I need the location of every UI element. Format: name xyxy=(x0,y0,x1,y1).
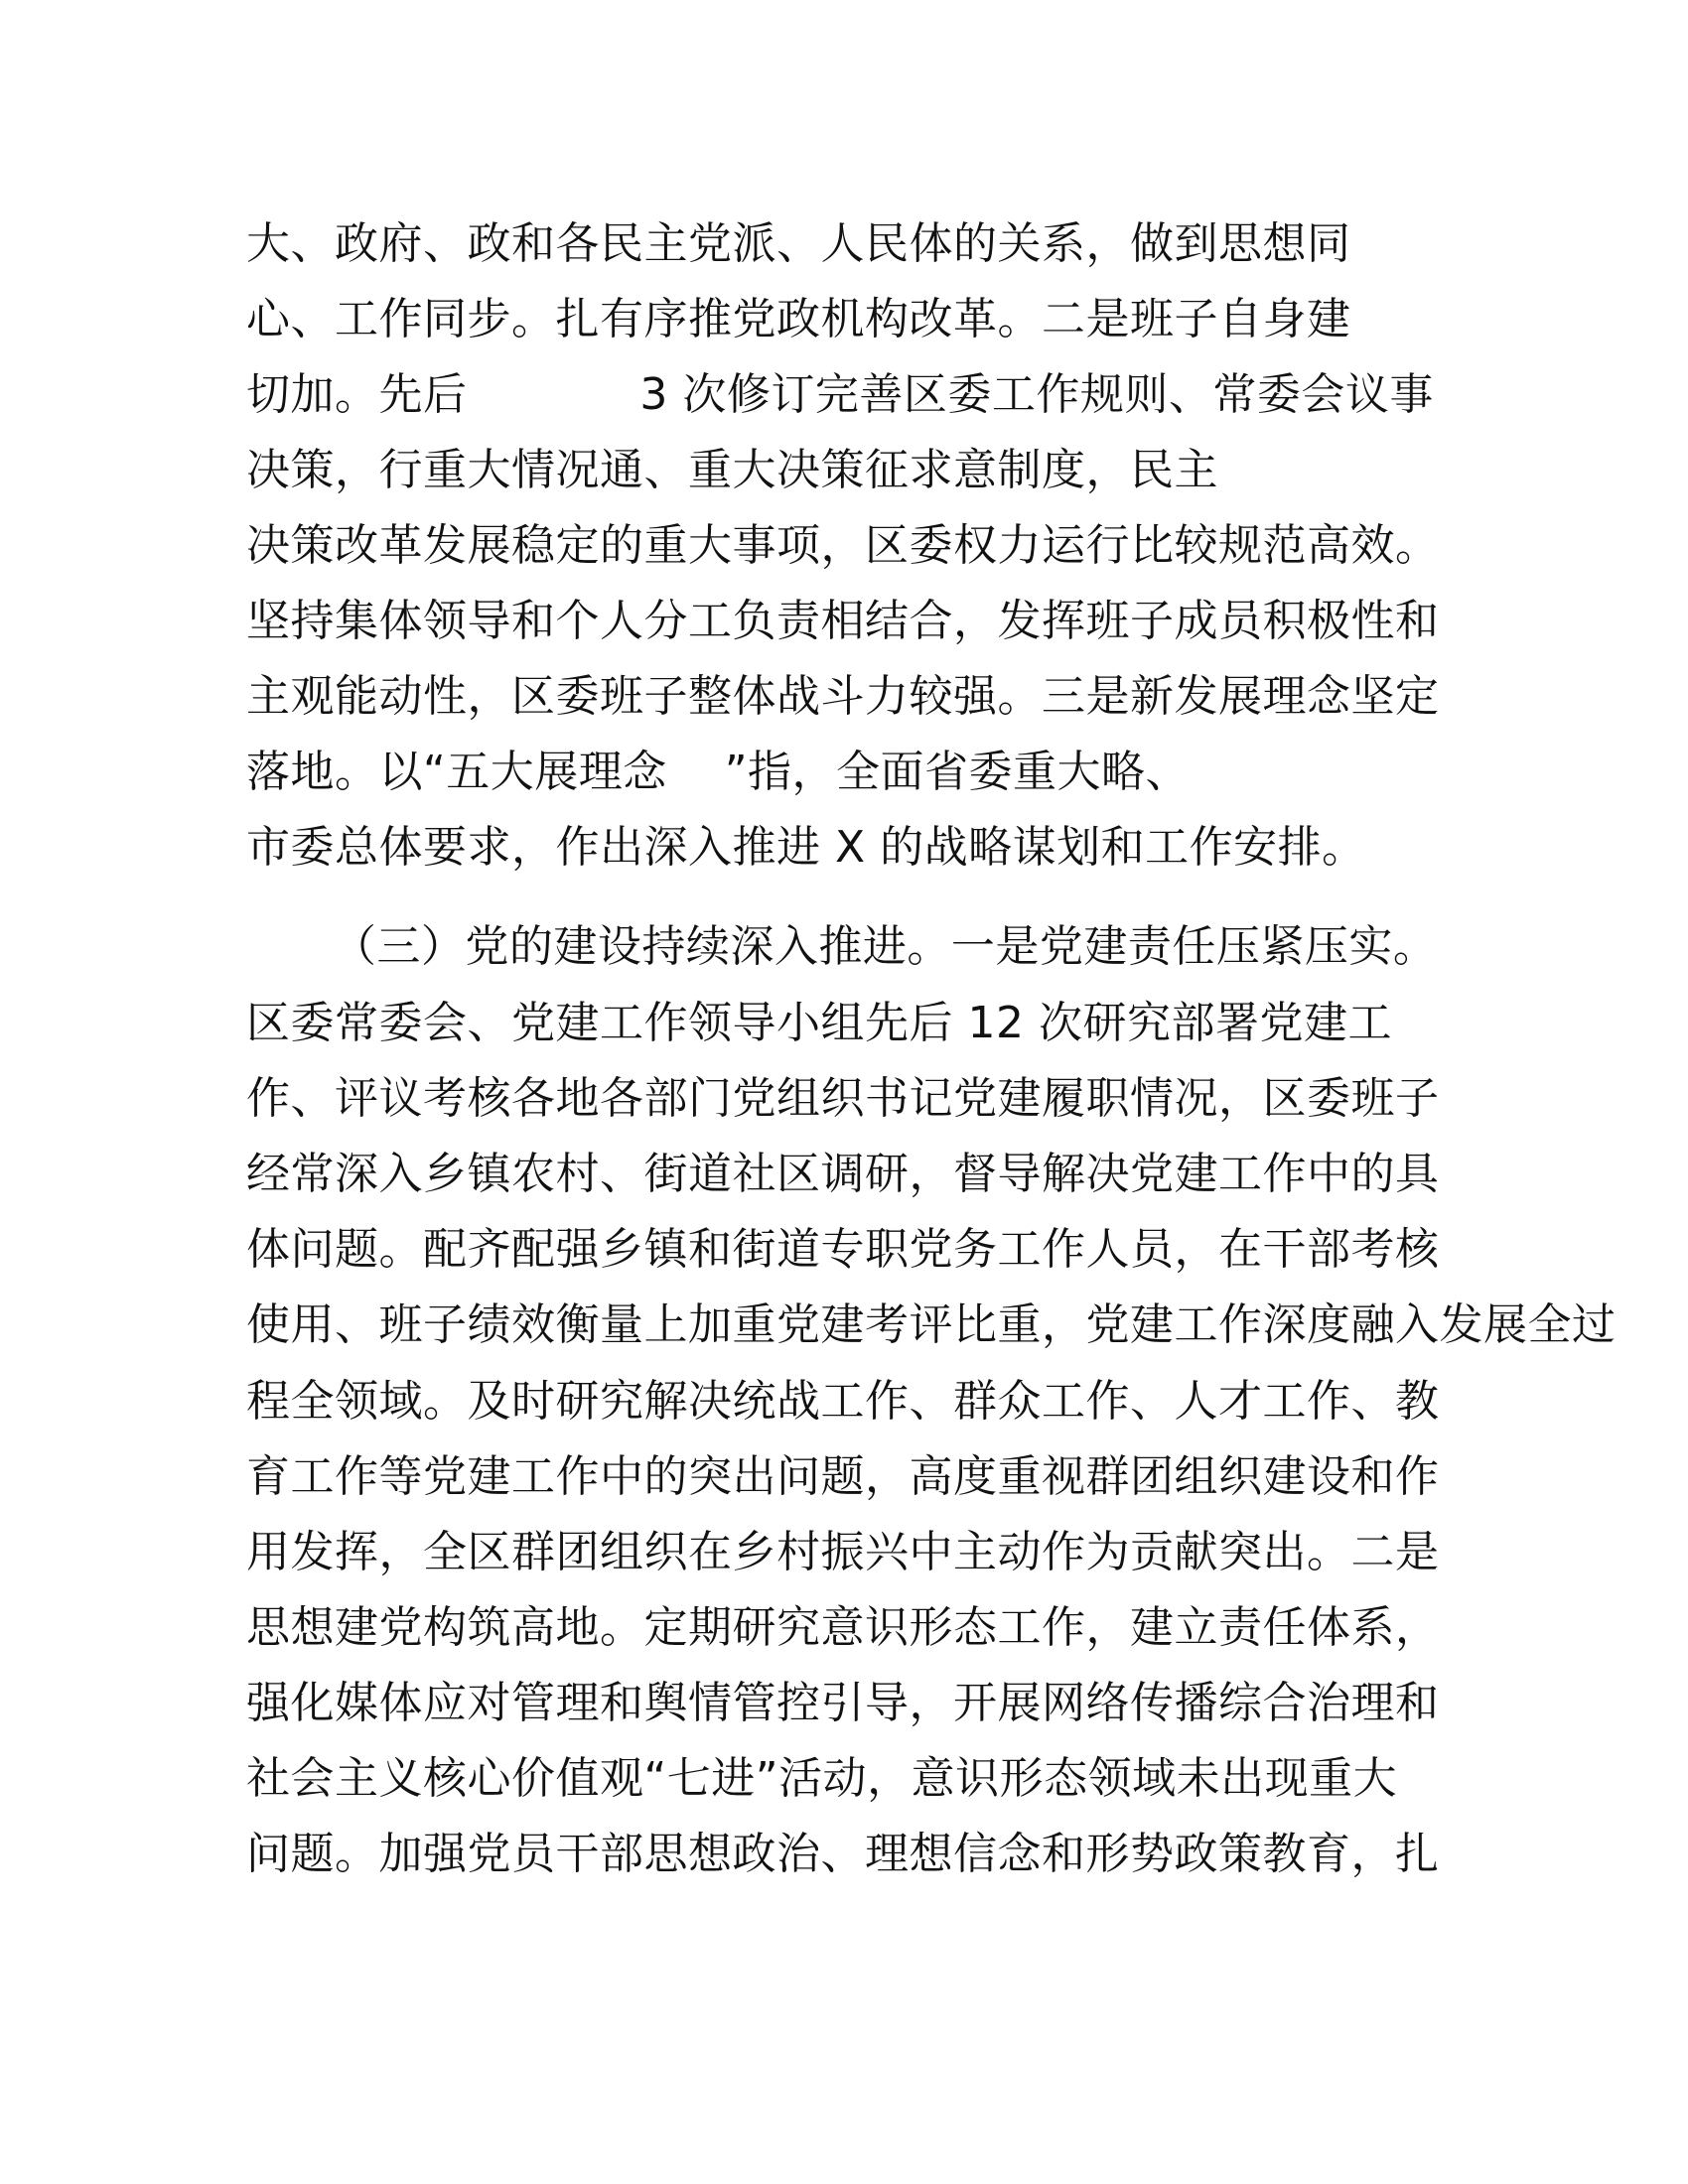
text-line: 决策，行重大情况通、重大决策征求意制度，民主 xyxy=(246,445,1218,495)
text-line: 使用、班子绩效衡量上加重党建考评比重，党建工作深度融入发展全过 xyxy=(246,1299,1617,1350)
text-line: 决策改革发展稳定的重大事项，区委权力运行比较规范高效。 xyxy=(246,520,1440,571)
text-line: 经常深入乡镇农村、街道社区调研，督导解决党建工作中的具 xyxy=(246,1149,1440,1199)
text-line: 强化媒体应对管理和舆情管控引导，开展网络传播综合治理和 xyxy=(246,1678,1440,1728)
section-heading-line: （三）党的建设持续深入推进。一是党建责任压紧压实。 xyxy=(246,921,1438,972)
text-line: 坚持集体领导和个人分工负责相结合，发挥班子成员积极性和 xyxy=(246,596,1440,646)
text-line: 大、政府、政和各民主党派、人民体的关系，做到思想同 xyxy=(246,218,1351,269)
text-line: 思想建党构筑高地。定期研究意识形态工作，建立责任体系， xyxy=(246,1602,1440,1653)
text-line: 主观能动性，区委班子整体战斗力较强。三是新发展理念坚定 xyxy=(246,671,1440,722)
text-line: 切加。先后 3 次修订完善区委工作规则、常委会议事 xyxy=(246,369,1434,420)
text-line: 用发挥，全区群团组织在乡村振兴中主动作为贡献突出。二是 xyxy=(246,1527,1440,1577)
text-line: 育工作等党建工作中的突出问题，高度重视群团组织建设和作 xyxy=(246,1451,1440,1502)
text-line: 落地。以“五大展理念 ”指，全面省委重大略、 xyxy=(246,747,1191,797)
text-line: 市委总体要求，作出深入推进 X 的战略谋划和工作安排。 xyxy=(246,822,1366,873)
text-line: 作、评议考核各地各部门党组织书记党建履职情况，区委班子 xyxy=(246,1073,1440,1124)
text-line: 社会主义核心价值观“七进”活动，意识形态领域未出现重大 xyxy=(246,1753,1398,1804)
text-line: 问题。加强党员干部思想政治、理想信念和形势政策教育，扎 xyxy=(246,1829,1440,1879)
text-line: 体问题。配齐配强乡镇和街道专职党务工作人员，在干部考核 xyxy=(246,1224,1440,1275)
text-line: 心、工作同步。扎有序推党政机构改革。二是班子自身建 xyxy=(246,294,1351,344)
text-line: 区委常委会、党建工作领导小组先后 12 次研究部署党建工 xyxy=(246,998,1392,1048)
text-line: 程全领域。及时研究解决统战工作、群众工作、人才工作、教 xyxy=(246,1376,1440,1427)
